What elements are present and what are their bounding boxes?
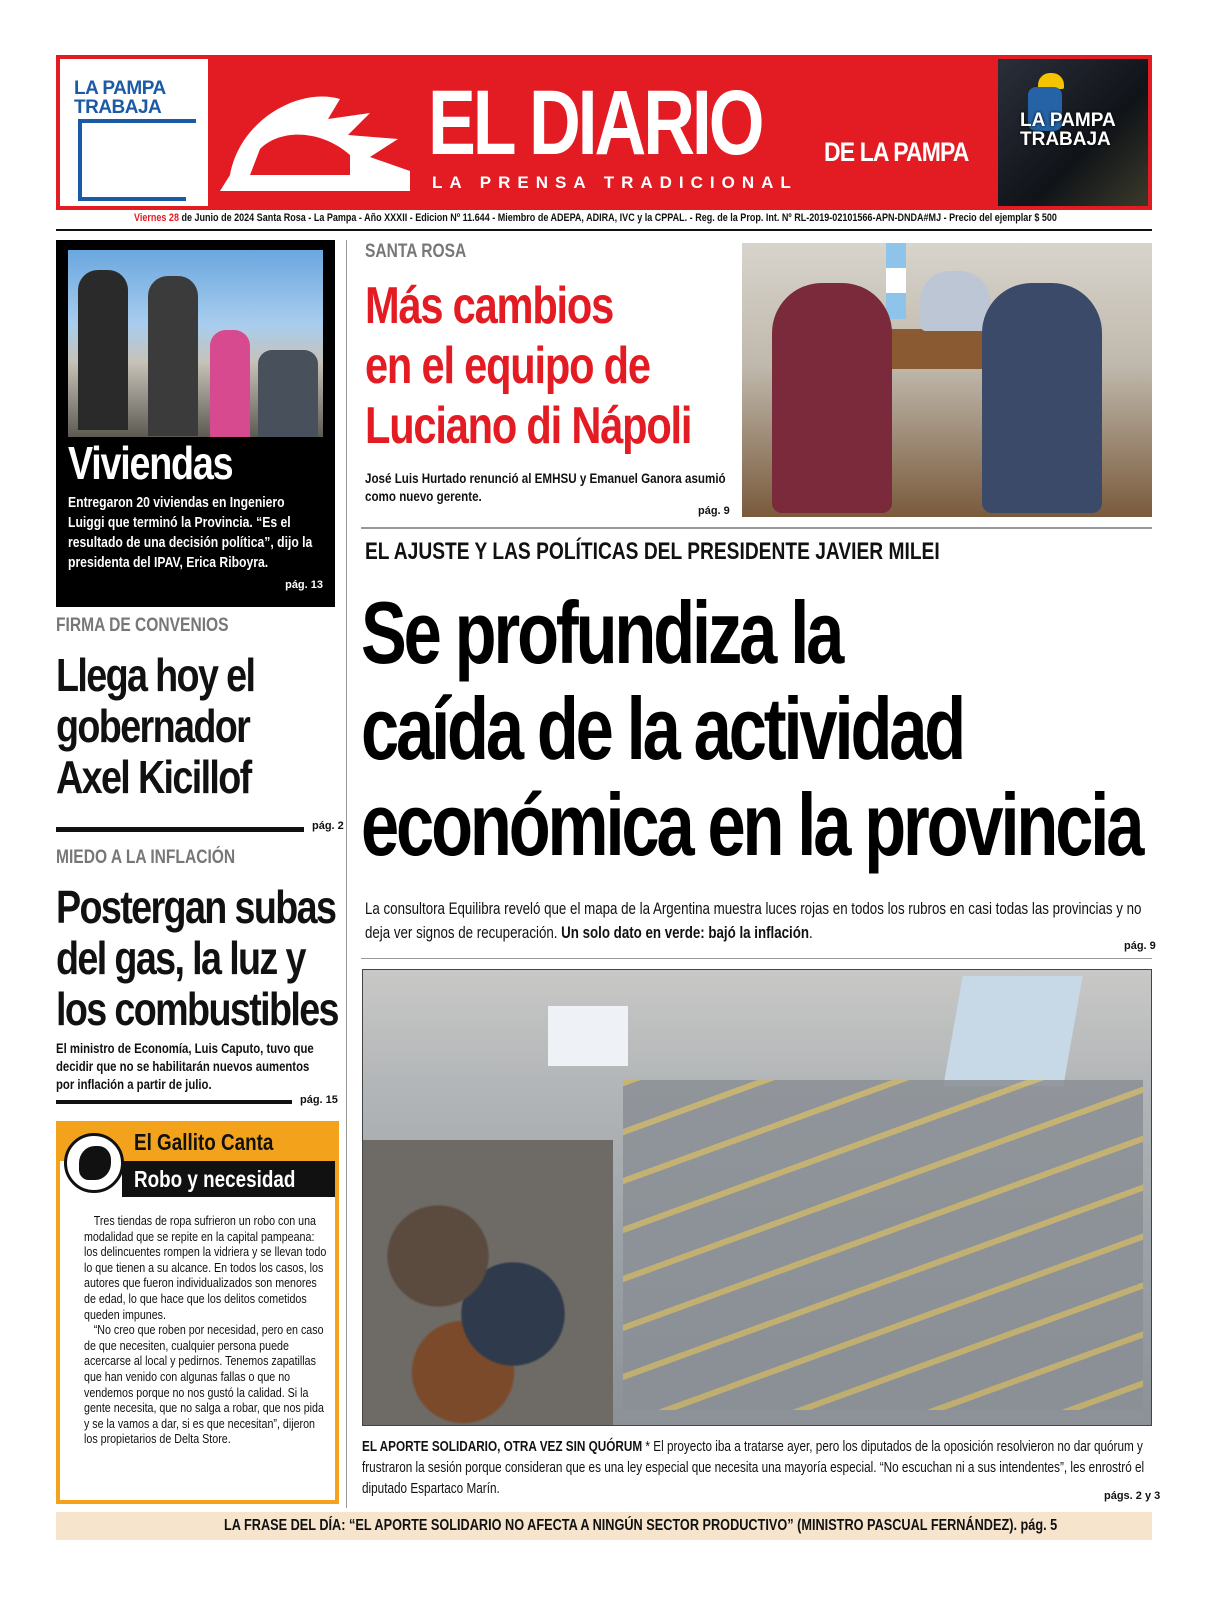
main-kicker: EL AJUSTE Y LAS POLÍTICAS DEL PRESIDENTE JAVIER MILEI	[365, 538, 940, 565]
divider	[56, 827, 304, 832]
masthead	[56, 55, 1152, 210]
headline-line: Axel Kicillof	[56, 751, 251, 803]
column-divider	[346, 240, 347, 1508]
dateline-info: de Junio de 2024 Santa Rosa - La Pampa - Año XXXII - Edicion Nº 11.644 - Miembro de ADEPA, ADIRA, IVC y la CPPAL. - Reg. de la Prop. Int. Nº RL-2019-02101566-APN-DNDA#MJ - Precio del ejemplar $ 500	[181, 212, 1057, 224]
rooster-icon	[64, 1133, 124, 1193]
newspaper-title-suffix: DE LA PAMPA	[824, 137, 969, 167]
ad-text: LA PAMPA TRABAJA	[1020, 110, 1116, 150]
gallito-column[interactable]	[56, 1121, 339, 1504]
headline-line: caída de la actividad	[361, 679, 964, 778]
caption-lead: EL APORTE SOLIDARIO, OTRA VEZ SIN QUÓRUM	[362, 1439, 643, 1455]
gallito-title: Robo y necesidad	[134, 1166, 296, 1192]
headline-line: Más cambios	[365, 277, 614, 335]
viviendas-story[interactable]	[56, 240, 335, 607]
page-ref: pág. 13	[285, 579, 323, 591]
map-outline-icon-body	[78, 121, 186, 201]
paragraph: Tres tiendas de ropa sufrieron un robo con una modalidad que se repite en la capital pampeana: los delincuentes rompen la vidriera y se llevan todo lo que tienen a su alcance. En todos los casos, los autores que fueron individualizados son menores de edad, lo que hace que los delitos cometidos queden impunes.	[84, 1213, 327, 1322]
inflacion-text: El ministro de Economía, Luis Caputo, tuvo que decidir que no se habilitarán nuevos aumentos por inflación a partir de julio.	[56, 1041, 314, 1092]
headline-line: Luciano di Nápoli	[365, 397, 692, 455]
headline-line: Llega hoy el	[56, 649, 255, 701]
santa-rosa-headline[interactable]	[365, 276, 691, 456]
frase-del-dia-bar	[56, 1512, 1152, 1540]
badge-text: LA PAMPA TRABAJA	[74, 78, 166, 118]
santa-rosa-kicker: SANTA ROSA	[365, 241, 467, 262]
page-ref: pág. 9	[1124, 940, 1156, 952]
headline-line: económica en la provincia	[361, 775, 1142, 874]
page-ref: pág. 2	[312, 820, 344, 832]
headline-line: los combustibles	[56, 983, 338, 1035]
main-sub-text: La consultora Equilibra reveló que el mapa de la Argentina muestra luces rojas en todos los rubros en casi todas las provincias y no deja ver signos de recuperación.	[365, 900, 1142, 942]
handshake-photo	[742, 243, 1152, 517]
dateline-day: Viernes 28	[134, 212, 179, 224]
gallito-text	[84, 1213, 327, 1447]
la-pampa-trabaja-ad[interactable]	[998, 59, 1148, 206]
main-headline[interactable]	[361, 585, 1141, 873]
gallito-section: El Gallito Canta	[134, 1129, 274, 1155]
sun-logo-icon	[220, 79, 410, 191]
gallito-header	[60, 1125, 335, 1197]
main-sub: La consultora Equilibra reveló que el mapa de la Argentina muestra luces rojas en todos los rubros en casi todas las provincias y no deja ver signos de recuperación. Un solo dato en verde: bajó la inflación.	[365, 900, 1142, 942]
legislature-photo	[362, 969, 1152, 1426]
convenios-headline[interactable]	[56, 650, 254, 803]
divider	[56, 229, 1152, 231]
viviendas-text: Entregaron 20 viviendas en Ingeniero Luiggi que terminó la Provincia. “Es el resultado de una decisión política”, dijo la presidenta del IPAV, Erica Riboyra.	[68, 495, 313, 571]
headline-line: del gas, la luz y	[56, 932, 305, 984]
divider	[361, 958, 1152, 959]
inflacion-headline[interactable]	[56, 882, 338, 1035]
headline-line: gobernador	[56, 700, 250, 752]
page-ref: pág. 9	[698, 505, 730, 517]
inflacion-kicker: MIEDO A LA INFLACIÓN	[56, 847, 236, 868]
newspaper-title: EL DIARIO	[428, 72, 762, 174]
headline-line: Se profundiza la	[361, 583, 842, 682]
main-sub-bold: Un solo dato en verde: bajó la inflación	[561, 924, 810, 942]
viviendas-title: Viviendas	[68, 437, 233, 489]
santa-rosa-sub: José Luis Hurtado renunció al EMHSU y Emanuel Ganora asumió como nuevo gerente.	[365, 471, 726, 504]
caption-text: * El proyecto iba a tratarse ayer, pero los diputados de la oposición resolvieron no dar quórum y frustraron la sesión porque consideran que es una ley especial que necesita una mayoría especial. “No escuchan ni a sus intendentes”, les enrostró el diputado Espartaco Marín.	[362, 1439, 1145, 1497]
newspaper-tagline: LA PRENSA TRADICIONAL	[432, 173, 798, 192]
viviendas-photo	[68, 250, 323, 437]
page-ref: págs. 2 y 3	[1104, 1490, 1161, 1502]
photo-caption	[362, 1437, 1156, 1500]
page-ref: pág. 15	[300, 1094, 338, 1106]
la-pampa-trabaja-badge[interactable]	[60, 59, 208, 206]
divider	[56, 1100, 292, 1104]
convenios-kicker: FIRMA DE CONVENIOS	[56, 615, 229, 636]
frase-del-dia: LA FRASE DEL DÍA: “EL APORTE SOLIDARIO NO AFECTA A NINGÚN SECTOR PRODUCTIVO” (MINISTRO PASCUAL FERNÁNDEZ). pág. 5	[224, 1517, 1058, 1534]
dateline	[134, 212, 1057, 224]
paragraph: “No creo que roben por necesidad, pero en caso de que necesiten, cualquier persona puede acercarse al local y pedirnos. Tenemos zapatillas que han venido con algunas fallas o que no vendemos porque no nos gustó la calidad. Si la gente necesita, que no salga a robar, que nos pida y se la vamos a dar, si es que necesitan”, dijeron los propietarios de Delta Store.	[84, 1322, 324, 1447]
divider	[361, 527, 1152, 529]
headline-line: Postergan subas	[56, 881, 336, 933]
headline-line: en el equipo de	[365, 337, 650, 395]
